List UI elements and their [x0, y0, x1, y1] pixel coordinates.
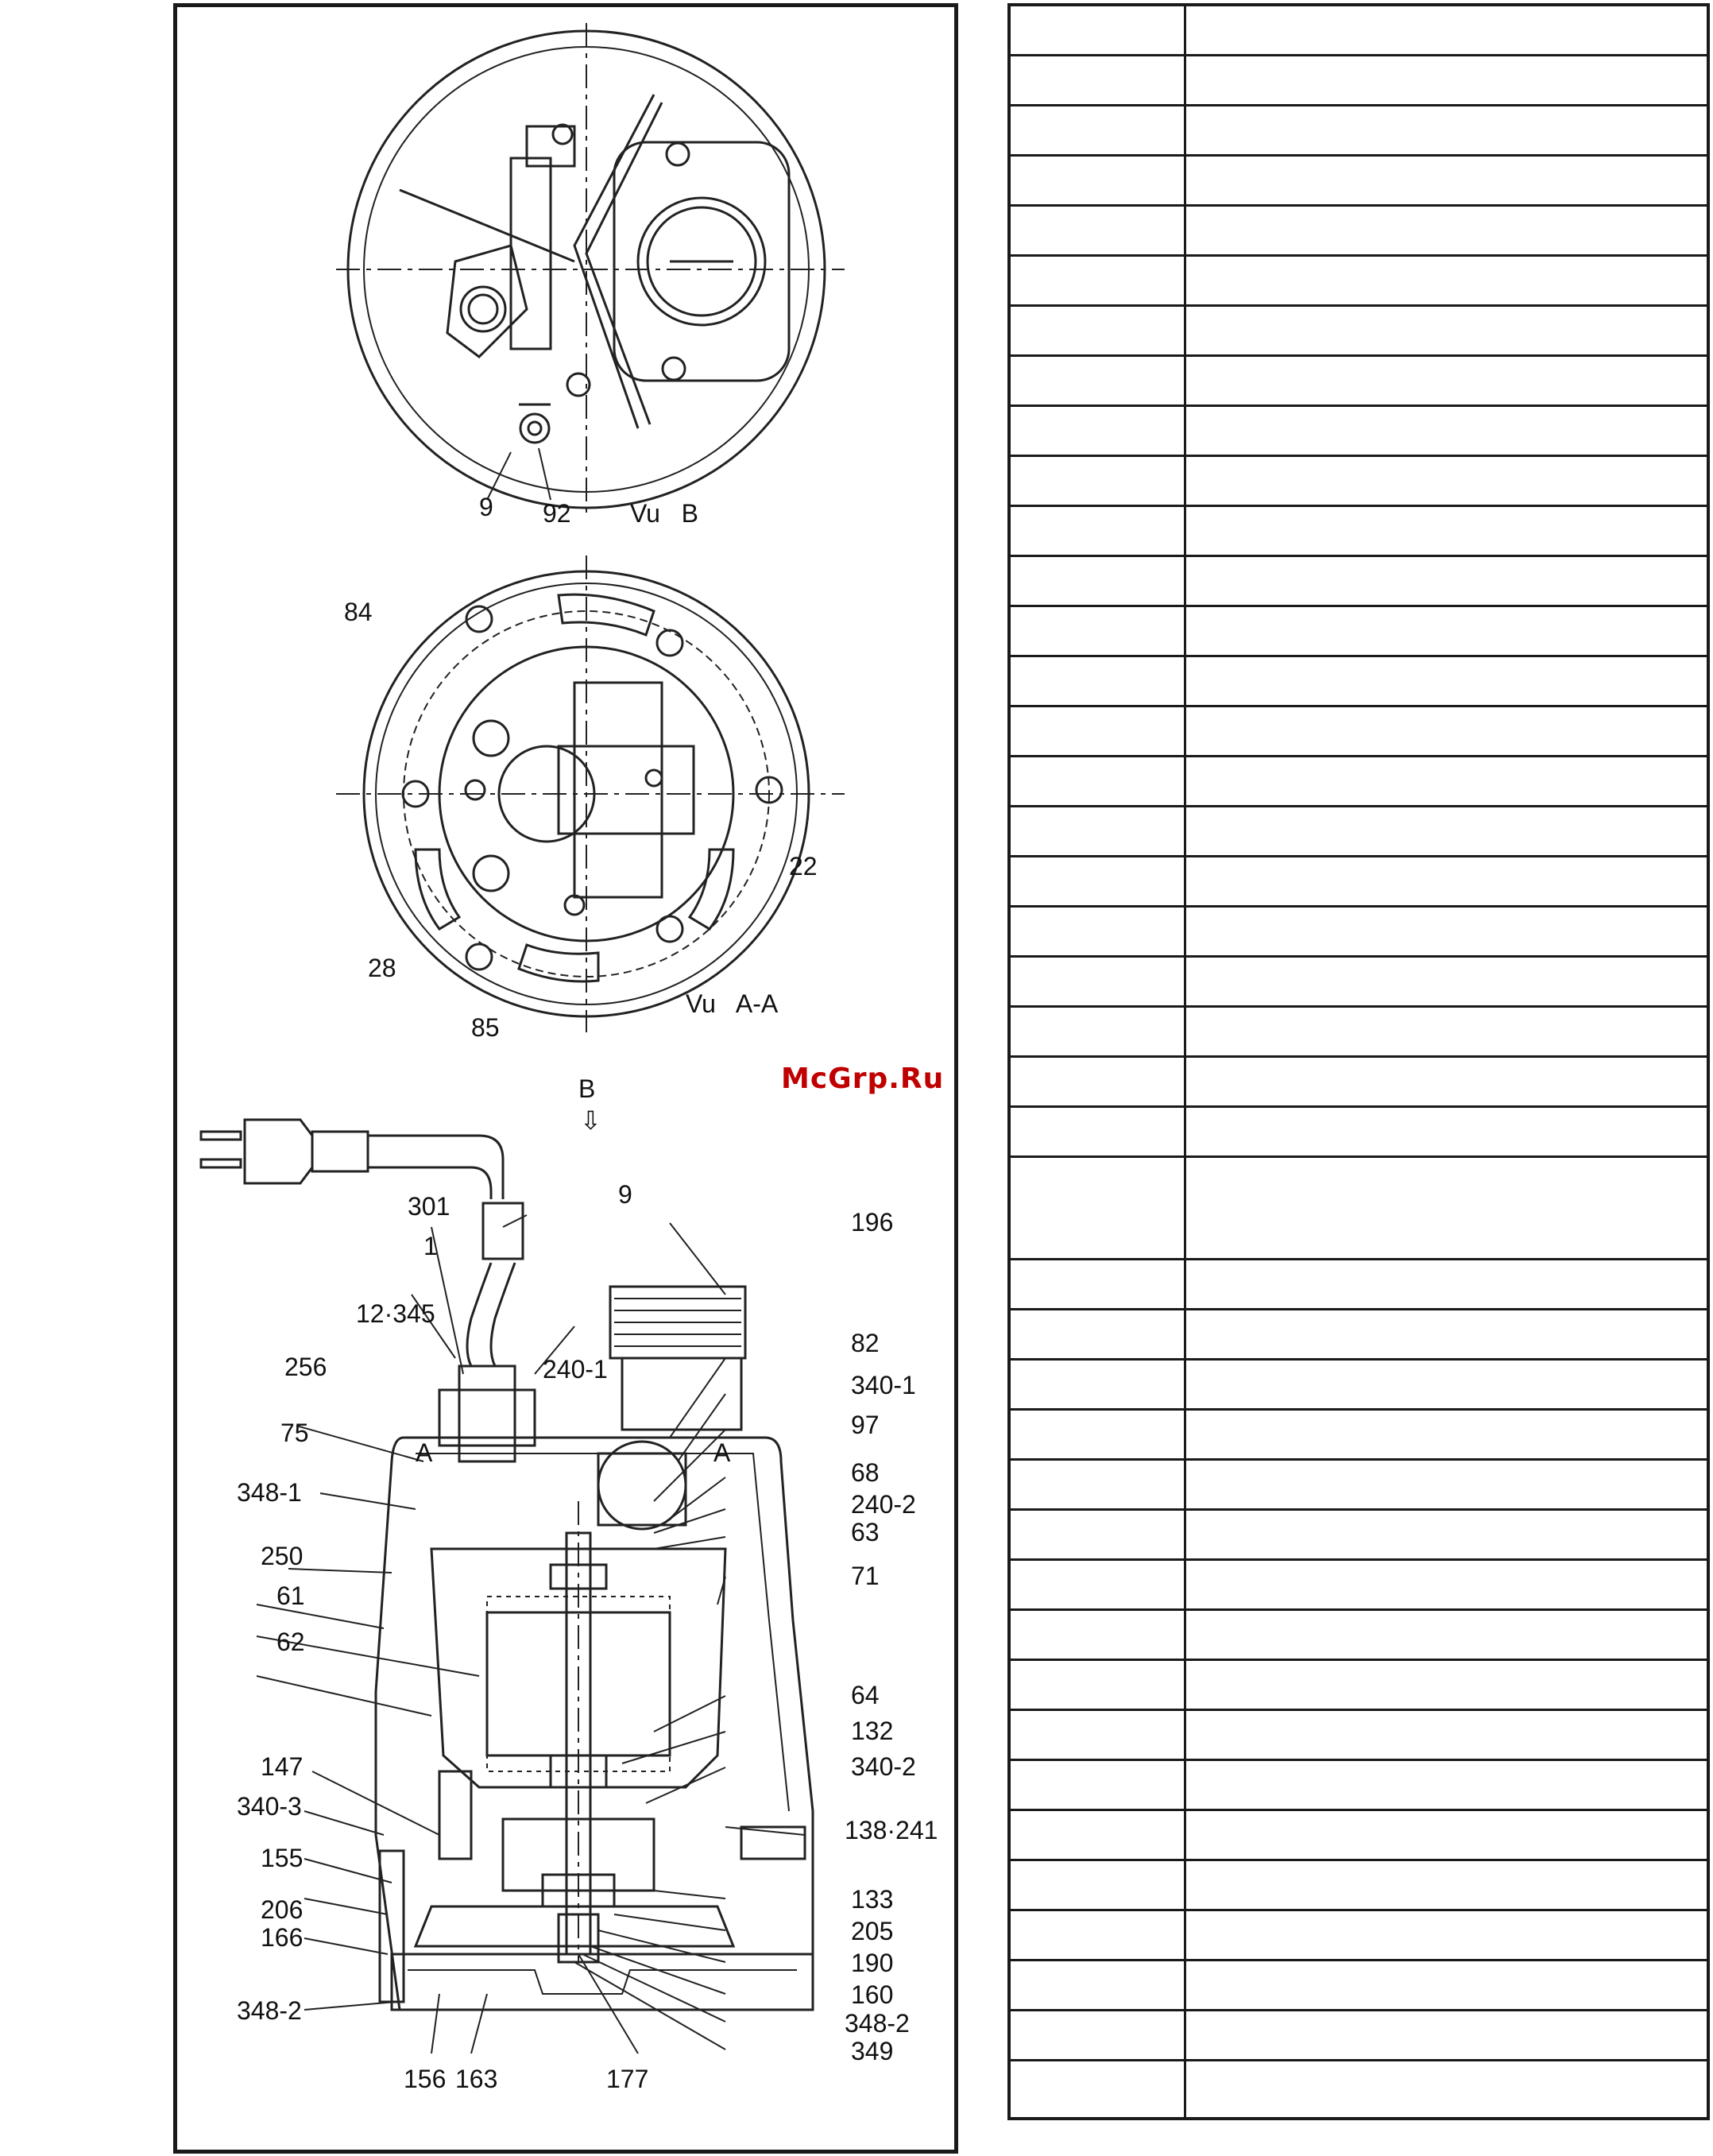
part-number-cell	[1009, 306, 1185, 356]
part-description-cell	[1185, 256, 1709, 306]
part-number-cell	[1009, 1057, 1185, 1107]
view-aa-title: Vu A-A	[686, 989, 779, 1018]
callout-63: 63	[851, 1518, 880, 1546]
table-row	[1009, 656, 1708, 706]
view-aa-callout-28: 28	[368, 954, 396, 982]
part-description-cell	[1185, 156, 1709, 206]
callout-64: 64	[851, 1681, 880, 1709]
part-number-cell	[1009, 907, 1185, 957]
table-row	[1009, 56, 1708, 106]
part-number-cell	[1009, 656, 1185, 706]
callout-156: 156	[404, 2065, 447, 2093]
part-description-cell	[1185, 1610, 1709, 1660]
part-description-cell	[1185, 757, 1709, 807]
callout-97: 97	[851, 1411, 880, 1439]
part-description-cell	[1185, 2011, 1709, 2061]
callout-206: 206	[261, 1895, 304, 1924]
part-description-cell	[1185, 907, 1709, 957]
section-marker-a-right: A	[713, 1438, 731, 1467]
part-number-cell	[1009, 1610, 1185, 1660]
callout-75: 75	[280, 1419, 309, 1447]
callout-240-2: 240-2	[851, 1490, 916, 1519]
part-number-cell	[1009, 1810, 1185, 1860]
part-description-cell	[1185, 1710, 1709, 1760]
part-number-cell	[1009, 1710, 1185, 1760]
table-row	[1009, 1007, 1708, 1057]
part-number-cell	[1009, 1157, 1185, 1260]
pump-drawing	[177, 7, 954, 2150]
part-description-cell	[1185, 206, 1709, 256]
table-row	[1009, 1460, 1708, 1510]
callout-301: 301	[408, 1192, 450, 1221]
callout-9: 9	[618, 1180, 632, 1209]
callout-250: 250	[261, 1542, 304, 1570]
callout-132: 132	[851, 1717, 894, 1745]
part-number-cell	[1009, 506, 1185, 556]
part-description-cell	[1185, 106, 1709, 156]
part-number-cell	[1009, 1660, 1185, 1710]
part-number-cell	[1009, 1360, 1185, 1410]
part-description-cell	[1185, 1360, 1709, 1410]
table-row	[1009, 1510, 1708, 1560]
part-description-cell	[1185, 456, 1709, 506]
table-row	[1009, 606, 1708, 656]
callout-1: 1	[423, 1232, 438, 1260]
table-row	[1009, 356, 1708, 406]
part-description-cell	[1185, 807, 1709, 857]
part-description-cell	[1185, 5, 1709, 56]
table-row	[1009, 757, 1708, 807]
part-number-cell	[1009, 1961, 1185, 2011]
part-number-cell	[1009, 106, 1185, 156]
view-aa-callout-22: 22	[789, 852, 818, 881]
view-b-callout-92: 92	[543, 499, 571, 528]
callout-177: 177	[606, 2065, 649, 2093]
part-number-cell	[1009, 1310, 1185, 1360]
table-row	[1009, 1057, 1708, 1107]
part-description-cell	[1185, 1860, 1709, 1910]
callout-190: 190	[851, 1949, 894, 1977]
callout-340-3: 340-3	[237, 1792, 302, 1821]
part-description-cell	[1185, 1260, 1709, 1310]
table-row	[1009, 907, 1708, 957]
part-number-cell	[1009, 1860, 1185, 1910]
callout-348-2-left: 348-2	[237, 1996, 302, 2025]
callout-240-1: 240-1	[543, 1355, 608, 1384]
callout-62: 62	[276, 1628, 305, 1656]
table-row	[1009, 506, 1708, 556]
part-number-cell	[1009, 1510, 1185, 1560]
table-row	[1009, 206, 1708, 256]
callout-205: 205	[851, 1917, 894, 1945]
part-description-cell	[1185, 857, 1709, 907]
part-description-cell	[1185, 1410, 1709, 1460]
callout-340-1: 340-1	[851, 1371, 916, 1399]
table-row	[1009, 1310, 1708, 1360]
part-description-cell	[1185, 1057, 1709, 1107]
table-row	[1009, 5, 1708, 56]
callout-61: 61	[276, 1581, 305, 1610]
callout-166: 166	[261, 1923, 304, 1952]
part-description-cell	[1185, 1157, 1709, 1260]
part-description-cell	[1185, 1810, 1709, 1860]
table-row	[1009, 2011, 1708, 2061]
table-row	[1009, 1260, 1708, 1310]
table-row	[1009, 1360, 1708, 1410]
table-row	[1009, 2061, 1708, 2119]
part-description-cell	[1185, 1007, 1709, 1057]
callout-71: 71	[851, 1562, 880, 1590]
part-description-cell	[1185, 1760, 1709, 1810]
part-number-cell	[1009, 5, 1185, 56]
part-description-cell	[1185, 1510, 1709, 1560]
arrow-b-glyph: ⇩	[580, 1106, 601, 1135]
part-number-cell	[1009, 1910, 1185, 1961]
part-number-cell	[1009, 1007, 1185, 1057]
part-number-cell	[1009, 1410, 1185, 1460]
part-number-cell	[1009, 857, 1185, 907]
part-number-cell	[1009, 206, 1185, 256]
table-row	[1009, 1157, 1708, 1260]
part-number-cell	[1009, 456, 1185, 506]
part-description-cell	[1185, 306, 1709, 356]
table-row	[1009, 1610, 1708, 1660]
part-number-cell	[1009, 2061, 1185, 2119]
part-number-cell	[1009, 2011, 1185, 2061]
part-description-cell	[1185, 957, 1709, 1007]
part-description-cell	[1185, 356, 1709, 406]
callout-349: 349	[851, 2037, 894, 2065]
callout-68: 68	[851, 1458, 880, 1487]
table-row	[1009, 807, 1708, 857]
table-row	[1009, 1410, 1708, 1460]
table-row	[1009, 1710, 1708, 1760]
arrow-b-label: B	[578, 1074, 596, 1103]
part-number-cell	[1009, 957, 1185, 1007]
table-row	[1009, 1760, 1708, 1810]
part-number-cell	[1009, 1260, 1185, 1310]
view-aa-callout-85: 85	[471, 1013, 500, 1042]
view-aa-callout-84: 84	[344, 598, 373, 626]
table-row	[1009, 456, 1708, 506]
part-description-cell	[1185, 606, 1709, 656]
view-b-callout-9: 9	[479, 493, 493, 521]
part-number-cell	[1009, 1107, 1185, 1157]
table-row	[1009, 957, 1708, 1007]
view-b-title: Vu B	[630, 499, 698, 528]
callout-163: 163	[455, 2065, 498, 2093]
callout-147: 147	[261, 1752, 304, 1781]
table-row	[1009, 156, 1708, 206]
view-aa-drawing	[336, 555, 845, 1032]
part-number-cell	[1009, 1760, 1185, 1810]
table-row	[1009, 857, 1708, 907]
part-description-cell	[1185, 406, 1709, 456]
part-number-cell	[1009, 556, 1185, 606]
callout-160: 160	[851, 1980, 894, 2009]
part-description-cell	[1185, 1660, 1709, 1710]
part-description-cell	[1185, 1460, 1709, 1510]
table-row	[1009, 106, 1708, 156]
part-number-cell	[1009, 757, 1185, 807]
part-description-cell	[1185, 506, 1709, 556]
part-number-cell	[1009, 1460, 1185, 1510]
table-row	[1009, 306, 1708, 356]
table-row	[1009, 1560, 1708, 1610]
part-number-cell	[1009, 56, 1185, 106]
part-number-cell	[1009, 156, 1185, 206]
part-number-cell	[1009, 807, 1185, 857]
callout-340-2: 340-2	[851, 1752, 916, 1781]
view-b-drawing	[336, 23, 845, 516]
part-number-cell	[1009, 356, 1185, 406]
part-description-cell	[1185, 1107, 1709, 1157]
part-number-cell	[1009, 606, 1185, 656]
table-row	[1009, 1860, 1708, 1910]
callout-348-1: 348-1	[237, 1478, 302, 1507]
callout-256: 256	[284, 1353, 327, 1381]
callout-82: 82	[851, 1329, 880, 1357]
part-description-cell	[1185, 1560, 1709, 1610]
table-row	[1009, 706, 1708, 757]
callout-196: 196	[851, 1208, 894, 1237]
watermark: McGrp.Ru	[781, 1063, 945, 1095]
parts-table	[1007, 3, 1710, 2120]
table-row	[1009, 556, 1708, 606]
callout-138-241: 138·241	[845, 1816, 938, 1844]
part-number-cell	[1009, 256, 1185, 306]
callout-133: 133	[851, 1885, 894, 1914]
part-description-cell	[1185, 706, 1709, 757]
table-row	[1009, 1810, 1708, 1860]
table-row	[1009, 1961, 1708, 2011]
part-description-cell	[1185, 556, 1709, 606]
drawing-panel	[173, 3, 958, 2154]
part-description-cell	[1185, 656, 1709, 706]
table-row	[1009, 256, 1708, 306]
part-description-cell	[1185, 1310, 1709, 1360]
part-description-cell	[1185, 1961, 1709, 2011]
part-number-cell	[1009, 706, 1185, 757]
part-description-cell	[1185, 1910, 1709, 1961]
section-marker-a-left: A	[416, 1438, 433, 1467]
table-row	[1009, 1660, 1708, 1710]
table-row	[1009, 1107, 1708, 1157]
part-number-cell	[1009, 406, 1185, 456]
table-row	[1009, 406, 1708, 456]
callout-155: 155	[261, 1844, 304, 1872]
callout-348-2-right: 348-2	[845, 2009, 910, 2038]
part-number-cell	[1009, 1560, 1185, 1610]
part-description-cell	[1185, 2061, 1709, 2119]
table-row	[1009, 1910, 1708, 1961]
part-description-cell	[1185, 56, 1709, 106]
callout-12-345: 12·345	[356, 1299, 435, 1328]
